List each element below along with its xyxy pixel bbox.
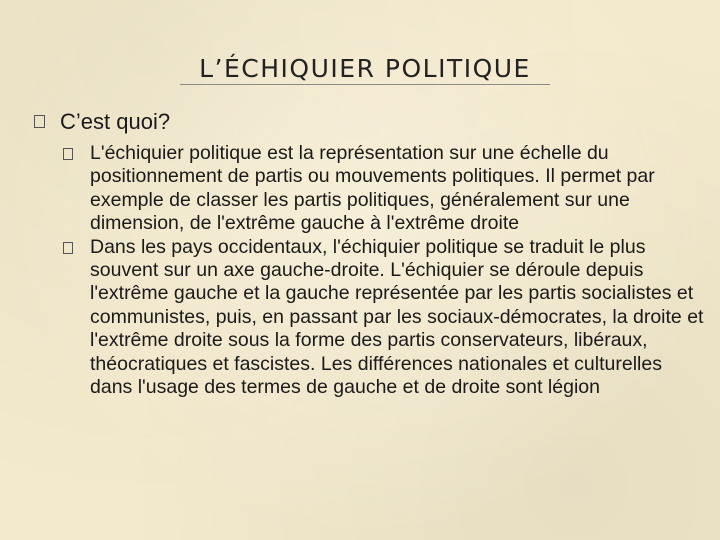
sub-bullet-list (62, 142, 704, 399)
sub-bullet-text: Dans les pays occidentaux, l'échiquier politique se traduit le plus souvent sur un axe gauche-droite. L'échiquier se déroule depuis l'extrême gauche et la gauche représentée par les partis socialistes et communistes, puis, en passant par les sociaux-démocrates, la droite et l'extrême droite sous la forme des partis conservateurs, libéraux, théocratiques et fascistes. Les différences nationales et culturelles dans l'usage des termes de gauche et de droite sont légion (90, 235, 704, 399)
checkbox-square-icon (34, 115, 45, 128)
bullet-label: C’est quoi? (60, 109, 171, 134)
checkbox-square-icon (63, 242, 73, 254)
sub-bullet-text: L'échiquier politique est la représentation sur une échelle du positionnement de partis ou mouvements politiques. Il permet par exemple de classer les partis politiques, généralement sur une dimension, de l'extrême gauche à l'extrême droite (90, 142, 655, 235)
sub-bullet-item (62, 142, 704, 236)
bullet-item (34, 108, 704, 136)
title-underline (180, 84, 550, 85)
checkbox-square-icon (63, 148, 73, 160)
slide-title: L’ÉCHIQUIER POLITIQUE (199, 54, 531, 83)
sub-bullet-item (62, 236, 704, 400)
bullet-list (34, 108, 704, 399)
